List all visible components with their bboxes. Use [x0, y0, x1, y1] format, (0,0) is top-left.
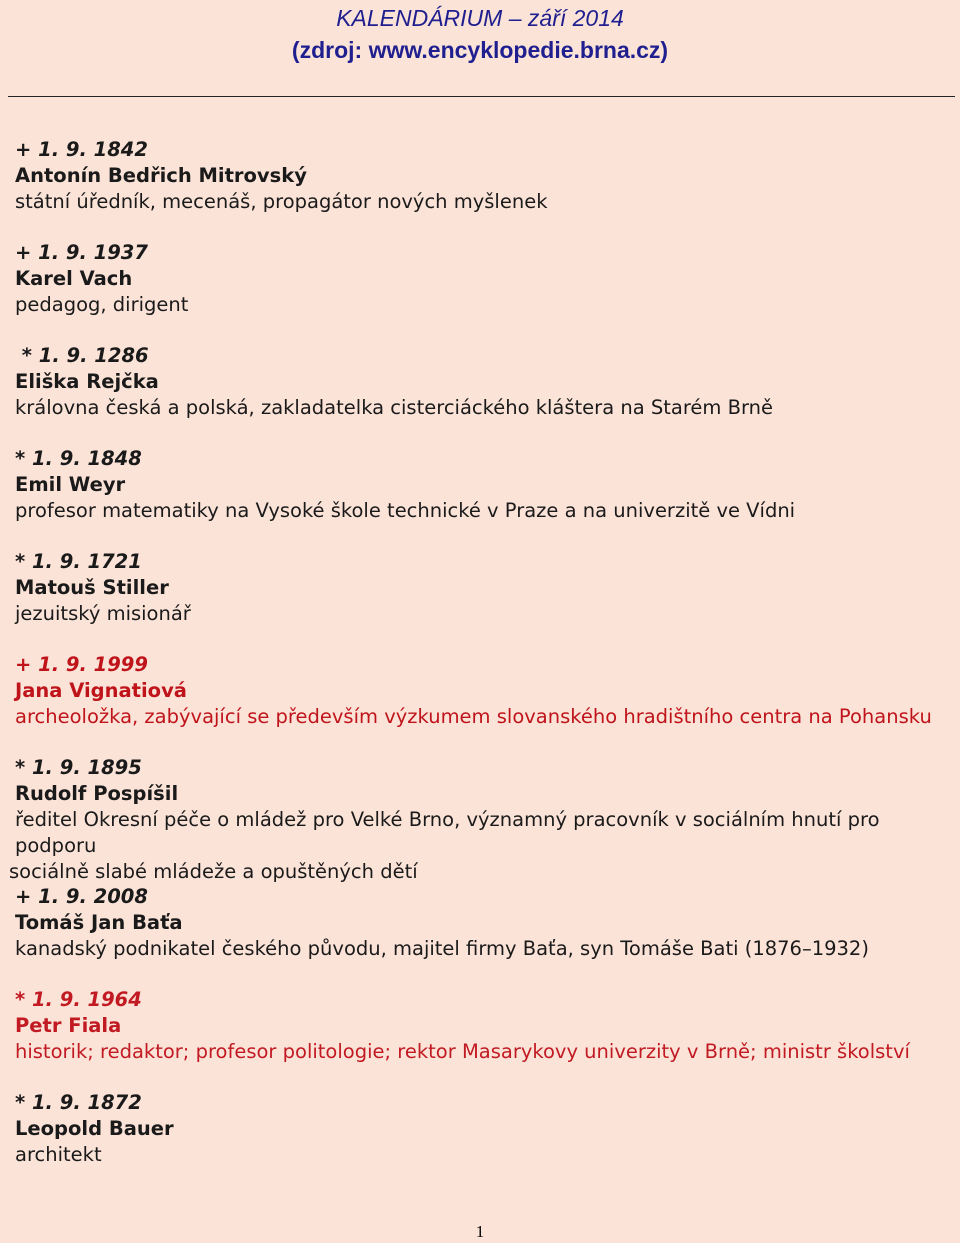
entry-date: * 1. 9. 1848 — [15, 447, 142, 470]
calendar-entry-highlighted — [15, 987, 950, 1090]
entry-date: + 1. 9. 1937 — [15, 241, 148, 264]
entry-name: Leopold Bauer — [15, 1117, 174, 1140]
entry-description: profesor matematiky na Vysoké škole technické v Praze a na univerzitě ve Vídni — [15, 499, 796, 522]
entry-date: * 1. 9. 1895 — [15, 756, 142, 779]
entry-name: Rudolf Pospíšil — [15, 782, 179, 805]
entry-description: archeoložka, zabývající se především výzkumem slovanského hradištního centra na Pohansku — [15, 705, 932, 728]
page-title: KALENDÁRIUM – září 2014 — [336, 5, 624, 31]
entry-description: kanadský podnikatel českého původu, majitel firmy Baťa, syn Tomáše Bati (1876–1932) — [15, 937, 869, 960]
entry-description: historik; redaktor; profesor politologie; rektor Masarykovy univerzity v Brně; ministr školství — [15, 1040, 910, 1063]
entry-description: architekt — [15, 1143, 102, 1166]
header-divider — [8, 96, 955, 97]
entry-date: * 1. 9. 1286 — [15, 344, 149, 367]
calendar-entry — [15, 137, 950, 240]
calendar-entry — [9, 755, 950, 884]
calendar-entry — [15, 343, 950, 446]
entry-name: Jana Vignatiová — [15, 679, 187, 702]
entry-date: + 1. 9. 1842 — [15, 138, 148, 161]
page-number: 1 — [475, 1222, 485, 1241]
entry-name: Petr Fiala — [15, 1014, 122, 1037]
entry-name: Matouš Stiller — [15, 576, 169, 599]
entry-name: Karel Vach — [15, 267, 133, 290]
entry-name: Emil Weyr — [15, 473, 126, 496]
entry-description: jezuitský misionář — [15, 602, 191, 625]
entry-description: ředitel Okresní péče o mládež pro Velké Brno, významný pracovník v sociálním hnutí pro podporu — [15, 808, 880, 857]
entry-date: + 1. 9. 1999 — [15, 653, 148, 676]
entry-date: * 1. 9. 1721 — [15, 550, 142, 573]
source-note: (zdroj: www.encyklopedie.brna.cz) — [291, 37, 669, 63]
calendar-entries — [9, 137, 950, 1193]
calendar-entry — [15, 1090, 950, 1193]
entry-description-continued: sociálně slabé mládeže a opuštěných dětí — [9, 860, 418, 883]
calendar-entry — [15, 549, 950, 652]
entry-date: * 1. 9. 1872 — [15, 1091, 142, 1114]
entry-name: Tomáš Jan Baťa — [15, 911, 183, 934]
calendar-entry — [15, 884, 950, 987]
calendar-entry — [15, 240, 950, 343]
entry-description: královna česká a polská, zakladatelka cisterciáckého kláštera na Starém Brně — [15, 396, 774, 419]
entry-date: * 1. 9. 1964 — [15, 988, 142, 1011]
entry-name: Eliška Rejčka — [15, 370, 159, 393]
entry-description: státní úředník, mecenáš, propagátor nových myšlenek — [15, 190, 548, 213]
calendar-entry — [15, 446, 950, 549]
entry-description: pedagog, dirigent — [15, 293, 189, 316]
entry-date: + 1. 9. 2008 — [15, 885, 148, 908]
page-header — [0, 2, 960, 66]
entry-name: Antonín Bedřich Mitrovský — [15, 164, 307, 187]
calendar-entry-highlighted — [15, 652, 950, 755]
